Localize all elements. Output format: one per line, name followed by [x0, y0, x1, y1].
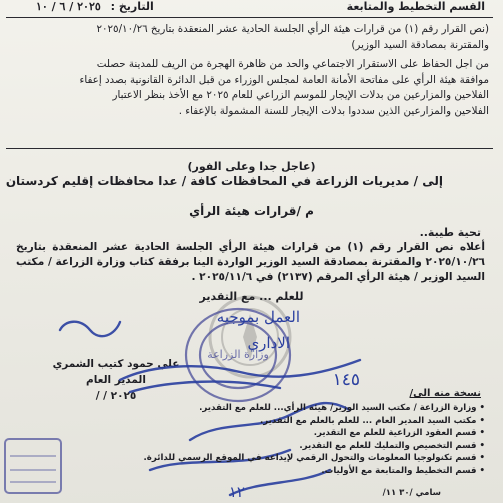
- copy-recipient: • قسم التخصيص والتمليك للعلم مع التقدير.: [45, 440, 485, 453]
- handwritten-note: ١٢: [228, 483, 245, 501]
- letter-body: أعلاه نص القرار رقم (١) من قرارات هيئة الرأي الجلسة الحادية عشر المنعقدة بتاريخ ٢٠٢٥/١٠/٢٦ والمقترنة بمصادقة السيد الوزير الواردة الينا برفقة كتاب وزارة الزراعة / مكتب السيد الوزير / هيئة الرأي المرقم (٢١٣٧) في ٢٠٢٥/١١/٦ .: [16, 241, 485, 283]
- quoted-decision: [8, 22, 489, 119]
- official-stamp: [178, 300, 298, 410]
- document-date: [36, 0, 154, 13]
- handwritten-note: ١٤٥: [332, 370, 360, 390]
- signatory-title: المدير العام: [86, 374, 146, 386]
- subject-line: م /قرارات هيئة الرأي: [189, 204, 314, 218]
- section-rule: [6, 148, 493, 149]
- greeting: تحية طيبة..: [419, 226, 481, 239]
- signature-date: ٢٠٢٥ / /: [95, 390, 137, 402]
- quote-line: والمقترنة بمصادقة السيد الوزير): [351, 38, 489, 51]
- copy-recipient: • قسم التخطيط والمتابعة مع الأوليات.: [45, 465, 485, 478]
- addressee: إلى / مديريات الزراعة في المحافظات كافة / عدا محافظات إقليم كردستان: [5, 174, 443, 188]
- quote-line: موافقة هيئة الرأي على مفاتحة الأمانة العامة لمجلس الوزراء من قبل الدائرة القانونية بصدد إعفاء: [79, 73, 489, 86]
- copy-recipient: • مكتب السيد المدير العام ... للعلم بالعلم مع التقدير.: [45, 415, 485, 428]
- quote-line: (نص القرار رقم (١) من قرارات هيئة الرأي الجلسة الحادية عشر المنعقدة بتاريخ ٢٠٢٥/١٠/٢٦: [96, 23, 489, 35]
- date-label: التاريخ :: [110, 0, 154, 13]
- handwritten-note: العمل بموجبه: [216, 308, 300, 326]
- svg-text:وزارة الزراعة: وزارة الزراعة: [207, 348, 269, 361]
- copy-recipient: • وزارة الزراعة / مكتب السيد الوزير/ هيئة الرأي... للعلم مع التقدير.: [45, 402, 485, 415]
- quote-line: الفلاحين والمزارعين الذين سددوا بدلات الإيجار للسنة المشمولة بالإعفاء .: [178, 104, 489, 117]
- header-rule: [6, 17, 493, 18]
- footer-initials: سامي /٣٠ ١١/: [382, 488, 441, 498]
- handwritten-note: الاداري: [247, 334, 290, 352]
- signature-block: [46, 356, 186, 404]
- department-name: القسم التخطيط والمتابعة: [346, 0, 485, 13]
- quote-line: من اجل الحفاظ على الاستقرار الاجتماعي والحد من ظاهرة الهجرة من الريف للمدينة حصلت: [96, 58, 489, 70]
- closing-regards: للعلم ... مع التقدير: [199, 290, 304, 303]
- quote-line: الفلاحين والمزارعين من بدلات الإيجار للموسم الزراعي للعام ٢٠٢٥ مع الأخذ بنظر الاعتبار: [112, 89, 489, 101]
- copy-recipient: • قسم العقود الزراعية للعلم مع التقدير.: [45, 427, 485, 440]
- date-value: ٢٠٢٥ / ٦ / ١٠: [36, 0, 101, 13]
- copy-recipient: • قسم تكنولوجيا المعلومات والتحول الرقمي لإيداعه في الموقع الرسمي للدائرة.: [45, 452, 485, 465]
- urgency-note: (عاجل جدا وعلى الفور): [187, 160, 316, 173]
- copies-list: [45, 402, 485, 477]
- signatory-name: علي حمود كتيب الشمري: [52, 358, 180, 370]
- copies-heading: نسخة منه الى/: [409, 388, 481, 399]
